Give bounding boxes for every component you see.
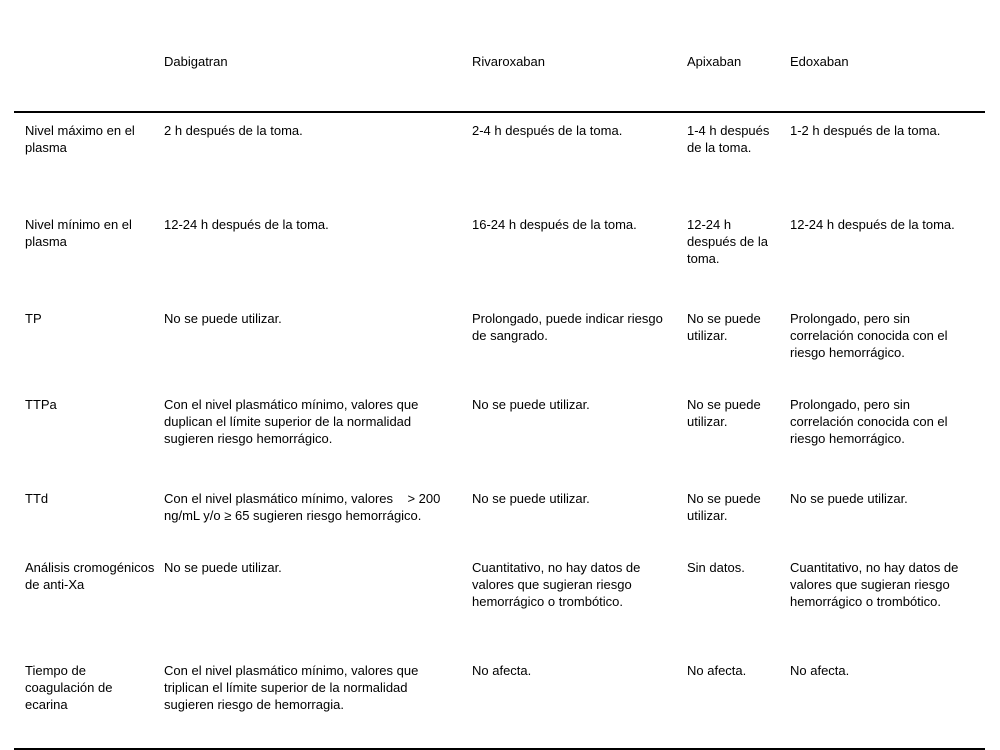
table-row: [14, 112, 985, 207]
cell-edoxaban-text: Prolongado, pero sin correlación conocida con el riesgo hemorrágico.: [790, 397, 952, 446]
row-label-text: Análisis cromogénicos de anti-Xa: [25, 560, 158, 592]
cell-rivaroxaban: [472, 207, 687, 301]
table-header-row: [14, 10, 985, 112]
cell-edoxaban-text: 12-24 h después de la toma.: [790, 217, 955, 232]
cell-dabigatran-text: Con el nivel plasmático mínimo, valores > 200 ng/mL y/o ≥ 65 sugieren riesgo hemorrágico.: [164, 491, 445, 523]
column-header-dabigatran: [164, 10, 472, 112]
cell-rivaroxaban-text: 2-4 h después de la toma.: [472, 123, 623, 138]
cell-dabigatran: [164, 207, 472, 301]
cell-edoxaban-text: 1-2 h después de la toma.: [790, 123, 941, 138]
cell-edoxaban: [790, 207, 985, 301]
row-label-text: Nivel máximo en el plasma: [25, 123, 139, 155]
cell-apixaban: [687, 481, 790, 550]
row-label-cell: [14, 301, 164, 387]
cell-rivaroxaban-text: No afecta.: [472, 663, 532, 678]
cell-apixaban-text: 1-4 h después de la toma.: [687, 123, 774, 155]
table-row: [14, 207, 985, 301]
column-header-apixaban: [687, 10, 790, 112]
cell-rivaroxaban: [472, 112, 687, 207]
cell-apixaban-text: No se puede utilizar.: [687, 311, 765, 343]
cell-apixaban: [687, 550, 790, 653]
row-label-cell: [14, 653, 164, 749]
cell-dabigatran-text: 12-24 h después de la toma.: [164, 217, 329, 232]
cell-apixaban-text: No afecta.: [687, 663, 747, 678]
column-header-rivaroxaban: [472, 10, 687, 112]
cell-dabigatran-text: 2 h después de la toma.: [164, 123, 303, 138]
cell-dabigatran: [164, 112, 472, 207]
cell-edoxaban: [790, 653, 985, 749]
cell-edoxaban: [790, 301, 985, 387]
cell-apixaban: [687, 112, 790, 207]
cell-edoxaban: [790, 550, 985, 653]
cell-rivaroxaban: [472, 550, 687, 653]
table-row: [14, 301, 985, 387]
cell-dabigatran: [164, 550, 472, 653]
cell-apixaban-text: No se puede utilizar.: [687, 491, 765, 523]
cell-apixaban: [687, 207, 790, 301]
column-header-edoxaban: [790, 10, 985, 112]
cell-edoxaban: [790, 112, 985, 207]
column-header-dabigatran-text: Dabigatran: [164, 54, 228, 69]
row-label-text: TTPa: [25, 397, 57, 412]
cell-dabigatran-text: Con el nivel plasmático mínimo, valores que duplican el límite superior de la normalidad sugieren riesgo hemorrágico.: [164, 397, 422, 446]
anticoagulant-comparison-table-container: [14, 10, 985, 750]
table-row: [14, 481, 985, 550]
cell-apixaban-text: Sin datos.: [687, 560, 745, 575]
cell-dabigatran: [164, 387, 472, 481]
cell-apixaban-text: 12-24 h después de la toma.: [687, 217, 772, 266]
cell-dabigatran-text: No se puede utilizar.: [164, 311, 282, 326]
cell-rivaroxaban: [472, 387, 687, 481]
cell-rivaroxaban: [472, 481, 687, 550]
anticoagulant-comparison-table: [14, 10, 985, 750]
column-header-label: [14, 10, 164, 112]
cell-rivaroxaban-text: No se puede utilizar.: [472, 491, 590, 506]
table-row: [14, 653, 985, 749]
table-row: [14, 550, 985, 653]
row-label-text: TTd: [25, 491, 49, 506]
cell-dabigatran-text: No se puede utilizar.: [164, 560, 282, 575]
table-row: [14, 387, 985, 481]
cell-edoxaban-text: No se puede utilizar.: [790, 491, 908, 506]
cell-dabigatran: [164, 481, 472, 550]
row-label-text: TP: [25, 311, 42, 326]
cell-dabigatran: [164, 301, 472, 387]
column-header-apixaban-text: Apixaban: [687, 54, 742, 69]
row-label-cell: [14, 550, 164, 653]
column-header-edoxaban-text: Edoxaban: [790, 54, 849, 69]
cell-rivaroxaban-text: Cuantitativo, no hay datos de valores que sugieran riesgo hemorrágico o trombótico.: [472, 560, 645, 609]
row-label-cell: [14, 481, 164, 550]
row-label-text: Tiempo de coagulación de ecarina: [25, 663, 117, 712]
cell-rivaroxaban: [472, 301, 687, 387]
table-body: [14, 112, 985, 749]
cell-rivaroxaban-text: 16-24 h después de la toma.: [472, 217, 637, 232]
cell-rivaroxaban-text: No se puede utilizar.: [472, 397, 590, 412]
row-label-text: Nivel mínimo en el plasma: [25, 217, 136, 249]
cell-edoxaban-text: Cuantitativo, no hay datos de valores que sugieran riesgo hemorrágico o trombótico.: [790, 560, 963, 609]
table-header: [14, 10, 985, 112]
cell-apixaban-text: No se puede utilizar.: [687, 397, 765, 429]
cell-apixaban: [687, 387, 790, 481]
row-label-cell: [14, 112, 164, 207]
cell-edoxaban: [790, 387, 985, 481]
cell-apixaban: [687, 301, 790, 387]
cell-apixaban: [687, 653, 790, 749]
cell-dabigatran-text: Con el nivel plasmático mínimo, valores que triplican el límite superior de la normalidad sugieren riesgo de hemorragia.: [164, 663, 422, 712]
cell-rivaroxaban: [472, 653, 687, 749]
column-header-rivaroxaban-text: Rivaroxaban: [472, 54, 545, 69]
cell-rivaroxaban-text: Prolongado, puede indicar riesgo de sangrado.: [472, 311, 667, 343]
cell-edoxaban-text: No afecta.: [790, 663, 850, 678]
row-label-cell: [14, 387, 164, 481]
cell-edoxaban: [790, 481, 985, 550]
cell-dabigatran: [164, 653, 472, 749]
row-label-cell: [14, 207, 164, 301]
cell-edoxaban-text: Prolongado, pero sin correlación conocida con el riesgo hemorrágico.: [790, 311, 952, 360]
